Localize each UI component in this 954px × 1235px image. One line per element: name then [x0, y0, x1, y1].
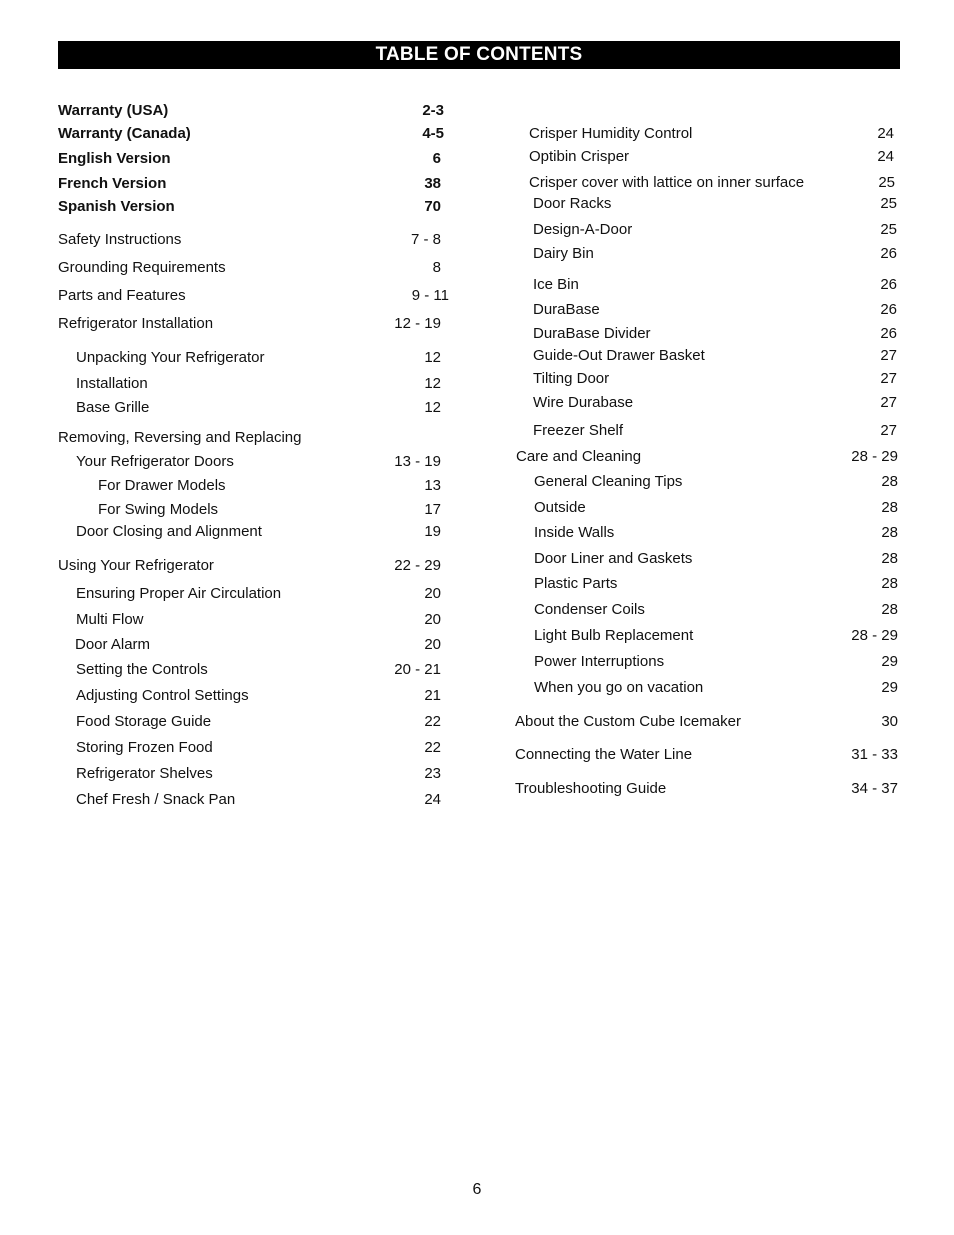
toc-entry-page: 6	[432, 150, 441, 167]
toc-entry-label: Base Grille	[76, 399, 150, 416]
toc-entry-label: Tilting Door	[533, 370, 610, 387]
toc-entry-page: 26	[880, 245, 897, 262]
toc-entry-label: Power Interruptions	[534, 653, 665, 670]
toc-entry-page: 19	[424, 523, 441, 540]
toc-entry-page: 30	[881, 713, 898, 730]
toc-entry-page: 28	[881, 499, 898, 516]
toc-entry-page: 24	[877, 125, 894, 142]
toc-entry-label: Parts and Features	[58, 287, 186, 304]
toc-entry-label: Wire Durabase	[533, 394, 634, 411]
toc-entry-label: Grounding Requirements	[58, 259, 226, 276]
toc-entry-label: Door Liner and Gaskets	[534, 550, 693, 567]
toc-entry-page: 2-3	[422, 102, 444, 119]
toc-entry-label: About the Custom Cube Icemaker	[515, 713, 741, 730]
toc-entry-label: Safety Instructions	[58, 231, 182, 248]
toc-entry-label: Warranty (Canada)	[58, 125, 191, 142]
toc-entry-page: 28	[881, 601, 898, 618]
toc-entry-page: 12	[424, 399, 441, 416]
toc-entry-page: 27	[880, 347, 897, 364]
toc-entry-label: Unpacking Your Refrigerator	[76, 349, 265, 366]
toc-entry-label: Condenser Coils	[534, 601, 645, 618]
toc-entry-page: 26	[880, 276, 897, 293]
toc-entry-page: 28	[881, 575, 898, 592]
toc-entry-label: Storing Frozen Food	[76, 739, 213, 756]
toc-entry-page: 9 - 11	[411, 287, 449, 304]
toc-entry-page: 29	[881, 653, 898, 670]
toc-entry-label: General Cleaning Tips	[534, 473, 683, 490]
toc-entry-page: 24	[877, 148, 894, 165]
toc-entry-label: Freezer Shelf	[533, 422, 624, 439]
toc-entry-page: 22	[424, 739, 441, 756]
toc-entry-page: 17	[424, 501, 441, 518]
toc-entry-label: Dairy Bin	[533, 245, 594, 262]
toc-entry-page: 25	[880, 221, 897, 238]
toc-entry-page: 31 - 33	[851, 746, 898, 763]
toc-entry-label: Multi Flow	[76, 611, 144, 628]
toc-entry-page: 20	[424, 636, 441, 653]
toc-entry-page: 24	[424, 791, 441, 808]
toc-entry-label: Design-A-Door	[533, 221, 633, 238]
toc-entry-page: 20 - 21	[394, 661, 441, 678]
toc-entry-label: For Drawer Models	[98, 477, 226, 494]
toc-entry-page: 25	[880, 195, 897, 212]
toc-entry-label: Refrigerator Shelves	[76, 765, 213, 782]
toc-entry-page: 34 - 37	[851, 780, 898, 797]
toc-entry-page: 28	[881, 473, 898, 490]
toc-entry-page: 28 - 29	[851, 448, 898, 465]
toc-entry-page: 8	[432, 259, 441, 276]
toc-entry-label: Crisper Humidity Control	[529, 125, 693, 142]
toc-entry-label: Warranty (USA)	[58, 102, 169, 119]
toc-entry-page: 29	[881, 679, 898, 696]
toc-entry-page: 13 - 19	[394, 453, 441, 470]
toc-entry-label: Food Storage Guide	[76, 713, 212, 730]
toc-entry-page: 25	[878, 174, 895, 191]
toc-entry-page: 20	[424, 585, 441, 602]
toc-entry-page: 27	[880, 370, 897, 387]
toc-entry-label: DuraBase	[533, 301, 600, 318]
toc-entry-label: Spanish Version	[58, 198, 175, 215]
toc-entry-page: 70	[424, 198, 441, 215]
toc-entry-label: Chef Fresh / Snack Pan	[76, 791, 236, 808]
toc-entry-page: 7 - 8	[410, 231, 441, 248]
toc-entry-label: Door Racks	[533, 195, 612, 212]
toc-entry-label: Refrigerator Installation	[58, 315, 214, 332]
toc-entry-page: 27	[880, 422, 897, 439]
toc-entry-label: French Version	[58, 175, 167, 192]
page-title: TABLE OF CONTENTS	[58, 41, 900, 69]
toc-entry-label: Inside Walls	[534, 524, 615, 541]
toc-entry-label: Ice Bin	[533, 276, 579, 293]
toc-entry-page: 27	[880, 394, 897, 411]
toc-entry-page: 26	[880, 301, 897, 318]
toc-entry-label: Connecting the Water Line	[515, 746, 693, 763]
toc-entry-page: 22	[424, 713, 441, 730]
toc-entry-label: Crisper cover with lattice on inner surface	[529, 174, 805, 191]
toc-entry-label: Door Alarm	[75, 636, 151, 653]
toc-entry-label: Your Refrigerator Doors	[76, 453, 234, 470]
toc-entry-label: Using Your Refrigerator	[58, 557, 214, 574]
toc-entry-label: Setting the Controls	[76, 661, 208, 678]
toc-entry-page: 22 - 29	[394, 557, 441, 574]
toc-entry-page: 12	[424, 349, 441, 366]
toc-entry-label: Adjusting Control Settings	[76, 687, 249, 704]
toc-entry-label: Ensuring Proper Air Circulation	[76, 585, 282, 602]
toc-entry-page: 28	[881, 524, 898, 541]
toc-entry-page: 12	[424, 375, 441, 392]
toc-entry-page: 28	[881, 550, 898, 567]
toc-entry-label: Optibin Crisper	[529, 148, 630, 165]
toc-entry-page: 13	[424, 477, 441, 494]
toc-entry-label: DuraBase Divider	[533, 325, 651, 342]
page-number: 6	[472, 1181, 482, 1198]
toc-entry-page: 38	[424, 175, 441, 192]
toc-entry-label: For Swing Models	[98, 501, 219, 518]
toc-entry-label: Care and Cleaning	[516, 448, 642, 465]
toc-entry-label: Removing, Reversing and Replacing	[58, 429, 302, 446]
toc-entry-label: Troubleshooting Guide	[515, 780, 667, 797]
toc-entry-page: 28 - 29	[851, 627, 898, 644]
toc-entry-page: 4-5	[422, 125, 444, 142]
toc-entry-label: Door Closing and Alignment	[76, 523, 262, 540]
toc-entry-label: Plastic Parts	[534, 575, 618, 592]
toc-entry-page: 12 - 19	[394, 315, 441, 332]
toc-entry-label: Outside	[534, 499, 586, 516]
toc-entry-label: When you go on vacation	[534, 679, 704, 696]
toc-entry-label: Guide-Out Drawer Basket	[533, 347, 705, 364]
toc-entry-page: 20	[424, 611, 441, 628]
toc-entry-label: Light Bulb Replacement	[534, 627, 694, 644]
toc-entry-label: Installation	[76, 375, 148, 392]
toc-entry-page: 23	[424, 765, 441, 782]
toc-entry-page: 21	[424, 687, 441, 704]
toc-entry-page: 26	[880, 325, 897, 342]
toc-entry-label: English Version	[58, 150, 171, 167]
